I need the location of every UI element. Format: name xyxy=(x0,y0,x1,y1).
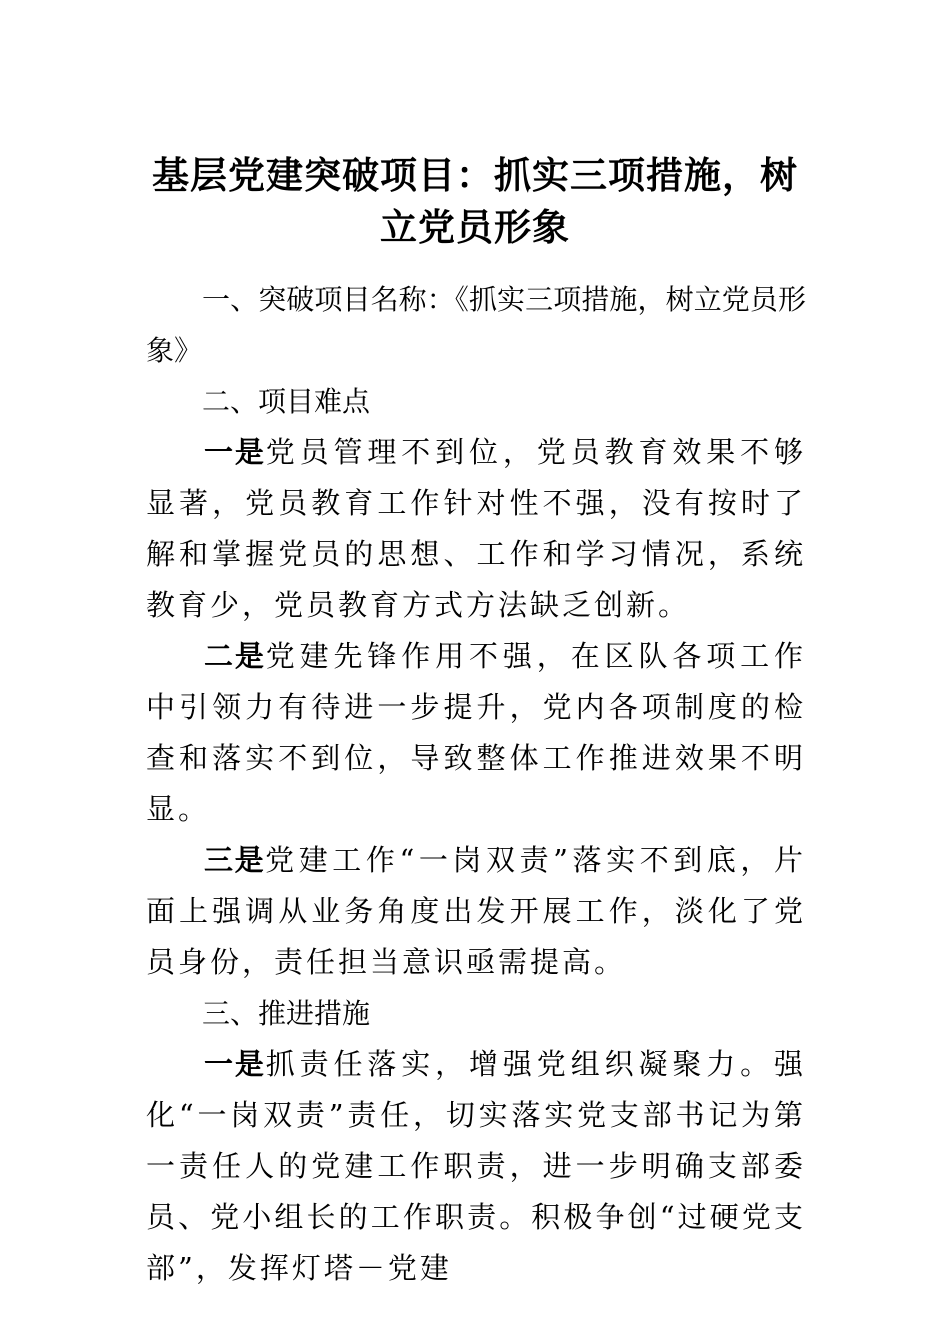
item-text: 党建先锋作用不强，在区队各项工作中引领力有待进一步提升，党内各项制度的检查和落实不到位，导致整体工作推进效果不明显。 xyxy=(146,639,806,826)
difficulty-item-2 xyxy=(146,631,806,835)
item-lead: 三是 xyxy=(204,843,266,877)
item-text: 党建工作“一岗双责”落实不到底，片面上强调从业务角度出发开展工作，淡化了党员身份，责任担当意识亟需提高。 xyxy=(146,843,806,979)
document-body xyxy=(146,274,806,1294)
item-lead: 一是 xyxy=(204,1047,266,1081)
section-heading-difficulties: 二、项目难点 xyxy=(202,385,371,418)
item-lead: 二是 xyxy=(204,639,266,673)
section-heading-project-name: 一、突破项目名称：《抓实三项措施，树立党员形象》 xyxy=(146,283,806,367)
document-title: 基层党建突破项目：抓实三项措施，树立党员形象 xyxy=(152,154,798,249)
section-heading-measures: 三、推进措施 xyxy=(202,997,371,1030)
item-text: 党员管理不到位，党员教育效果不够显著，党员教育工作针对性不强，没有按时了解和掌握党员的思想、工作和学习情况，系统教育少，党员教育方式方法缺乏创新。 xyxy=(146,435,806,622)
item-lead: 一是 xyxy=(204,435,266,469)
difficulty-item-3 xyxy=(146,835,806,988)
difficulty-item-1 xyxy=(146,427,806,631)
measure-item-1 xyxy=(146,1039,806,1294)
item-text: 抓责任落实，增强党组织凝聚力。强化“一岗双责”责任，切实落实党支部书记为第一责任人的党建工作职责，进一步明确支部委员、党小组长的工作职责。积极争创“过硬党支部”，发挥灯塔－党建 xyxy=(146,1047,806,1285)
